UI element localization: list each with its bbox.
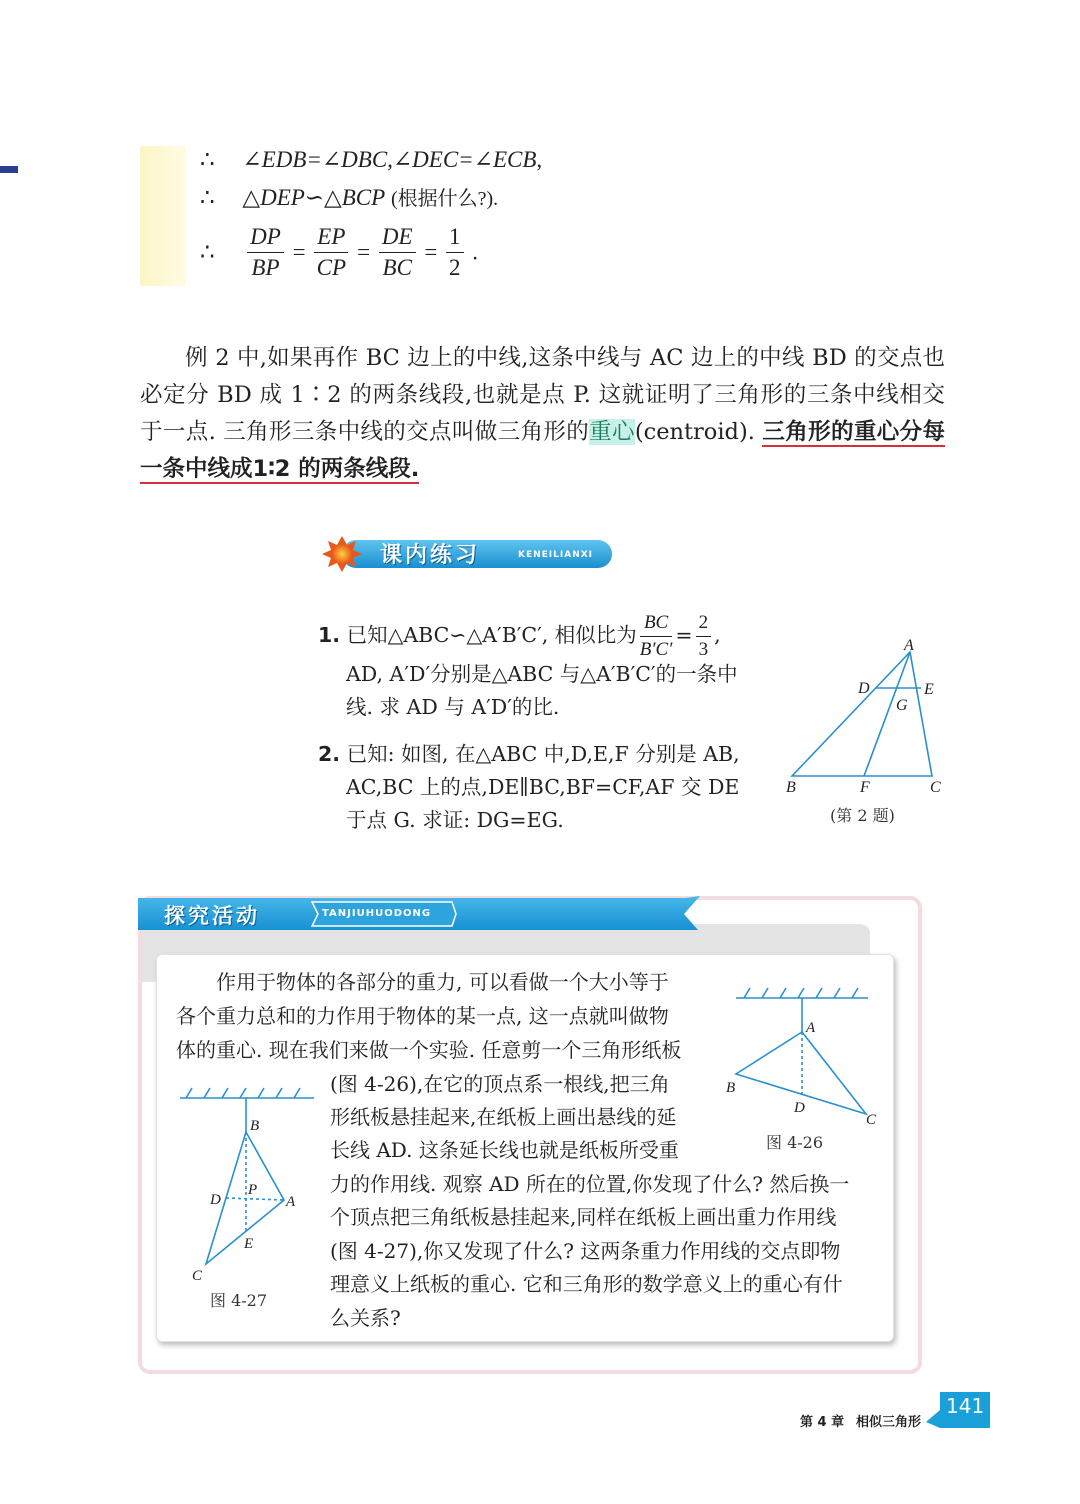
- label-c: C: [930, 779, 941, 796]
- centroid-paragraph: [140, 340, 945, 488]
- chapter-side-mark: [0, 166, 18, 173]
- label-b: B: [786, 779, 796, 796]
- activity-line-7: 力的作用线. 观察 AD 所在的位置,你发现了什么? 然后换一: [330, 1172, 850, 1196]
- equals-sign: =: [357, 239, 371, 265]
- label-f: F: [860, 779, 870, 796]
- fig27-label-e: E: [244, 1236, 254, 1252]
- exercise-q1-line3: 线. 求 AD 与 A′D′的比.: [346, 695, 560, 719]
- fig26-label-d: D: [794, 1100, 805, 1116]
- exercise-banner: [322, 536, 614, 572]
- proof-highlight-bar: [140, 146, 186, 286]
- activity-title: 探究活动: [164, 904, 260, 928]
- footer-chapter-title: 相似三角形: [856, 1415, 922, 1430]
- activity-line-11: 么关系?: [330, 1306, 401, 1330]
- activity-line-9: (图 4-27),你又发现了什么? 这两条重力作用线的交点即物: [330, 1239, 841, 1263]
- equals-sign: =: [292, 239, 306, 265]
- activity-line-8: 个顶点把三角纸板悬挂起来,同样在纸板上画出重力作用线: [330, 1205, 837, 1229]
- fig27-label-p: P: [248, 1182, 258, 1198]
- exercise-q1-line2: AD, A′D′分别是△ABC 与△A′B′C′的一条中: [346, 662, 738, 686]
- label-e: E: [924, 681, 934, 698]
- comma: ,: [714, 623, 721, 647]
- fig26-label-b: B: [726, 1080, 736, 1096]
- exercise-q2-line3: 于点 G. 求证: DG=EG.: [346, 808, 564, 832]
- page-number: 141: [946, 1394, 985, 1418]
- label-d: D: [858, 680, 870, 697]
- therefore-symbol: ∴: [200, 147, 215, 172]
- fraction-de-bc: $\frac{DE}{BC}$: [379, 222, 416, 283]
- footer-chapter: 第 4 章: [800, 1415, 845, 1430]
- equals-sign: =: [675, 623, 693, 647]
- label-a: A: [904, 637, 914, 654]
- fraction-one-half: $\frac{1}{2}$: [446, 222, 464, 283]
- activity-line-1: 作用于物体的各部分的重力, 可以看做一个大小等于: [216, 970, 669, 994]
- centroid-rule-part-b: 形的重心分每一条中线成1∶2 的两条线段.: [140, 419, 945, 482]
- period: .: [472, 239, 479, 265]
- exercise-title: 课内练习: [380, 543, 481, 568]
- figure-4-27: [172, 1080, 322, 1290]
- q1-fraction-bc: $\frac{BC}{B'C'}$: [639, 612, 673, 660]
- activity-line-2: 各个重力总和的力作用于物体的某一点, 这一点就叫做物: [176, 1004, 669, 1028]
- activity-line-6: 长线 AD. 这条延长线也就是纸板所受重: [330, 1138, 679, 1162]
- proof-line-3: [200, 222, 478, 283]
- q1-text: 已知△ABC∽△A′B′C′, 相似比为: [346, 623, 637, 647]
- figure-4-26-caption: 图 4-26: [766, 1133, 824, 1152]
- term-centroid: 重心: [589, 419, 635, 445]
- exercise-2-figure: [780, 630, 950, 800]
- proof-line-1: [200, 142, 542, 178]
- exercise-q1-line1: [318, 610, 721, 663]
- exercise-q2-line1: [318, 737, 740, 771]
- q2-text: 已知: 如图, 在△ABC 中,D,E,F 分别是 AB,: [346, 742, 740, 766]
- q1-fraction-ratio: $\frac{2}{3}$: [696, 610, 712, 663]
- equals-sign: =: [424, 239, 438, 265]
- fig27-label-a: A: [286, 1194, 296, 1210]
- therefore-symbol: ∴: [200, 185, 215, 210]
- plumb-line-ad: [226, 1198, 284, 1200]
- term-centroid-english: (centroid).: [634, 419, 755, 445]
- activity-line-3: 体的重心. 现在我们来做一个实验. 任意剪一个三角形纸板: [176, 1038, 682, 1062]
- proof-line-2: [200, 180, 498, 217]
- label-g: G: [896, 697, 908, 714]
- fig27-label-d: D: [210, 1192, 221, 1208]
- figure-4-27-caption: 图 4-27: [210, 1291, 268, 1310]
- figure-4-26: [722, 980, 882, 1130]
- q2-number: 2.: [318, 742, 341, 766]
- activity-line-5: 形纸板悬挂起来,在纸板上画出悬线的延: [330, 1105, 677, 1129]
- segment-af: [864, 652, 910, 776]
- exercise-q2-line2: AC,BC 上的点,DE∥BC,BF=CF,AF 交 DE: [346, 775, 740, 799]
- activity-line-4: (图 4-26),在它的顶点系一根线,把三角: [330, 1072, 670, 1096]
- triangle-abc: [792, 652, 932, 776]
- exercise-title-pinyin: KENEILIANXI: [518, 550, 594, 560]
- activity-line-10: 理意义上纸板的重心. 它和三角形的数学意义上的重心有什: [330, 1272, 843, 1296]
- activity-title-pinyin: TANJIUHUODONG: [322, 908, 432, 919]
- fraction-dp-bp: $\frac{DP}{BP}$: [247, 222, 284, 283]
- therefore-symbol: ∴: [200, 239, 215, 265]
- proof-line-1-text: ∠EDB=∠DBC,∠DEC=∠ECB,: [242, 147, 543, 172]
- proof-line-2-text: △DEP∽△BCP: [242, 185, 386, 210]
- fig27-label-b: B: [250, 1118, 260, 1134]
- q1-number: 1.: [318, 623, 341, 647]
- exercise-2-caption: (第 2 题): [830, 806, 895, 825]
- paragraph-text: 例 2 中,如果再作 BC 边上的中线,这条中线与 AC 边上的中线 BD 的交点也必定分 BD 成 1∶2 的两条线段,也就是点 P. 这就证明了三角形的三条中线相交于一点. 三角形三条中线的交点叫做三角形的: [140, 345, 945, 445]
- fig26-label-c: C: [866, 1112, 877, 1128]
- fraction-ep-cp: $\frac{EP}{CP}$: [314, 222, 348, 283]
- centroid-rule-part-a: 三角: [762, 419, 809, 445]
- fig26-label-a: A: [806, 1020, 816, 1036]
- fig27-label-c: C: [192, 1268, 203, 1284]
- proof-line-2-note: (根据什么?).: [390, 188, 499, 210]
